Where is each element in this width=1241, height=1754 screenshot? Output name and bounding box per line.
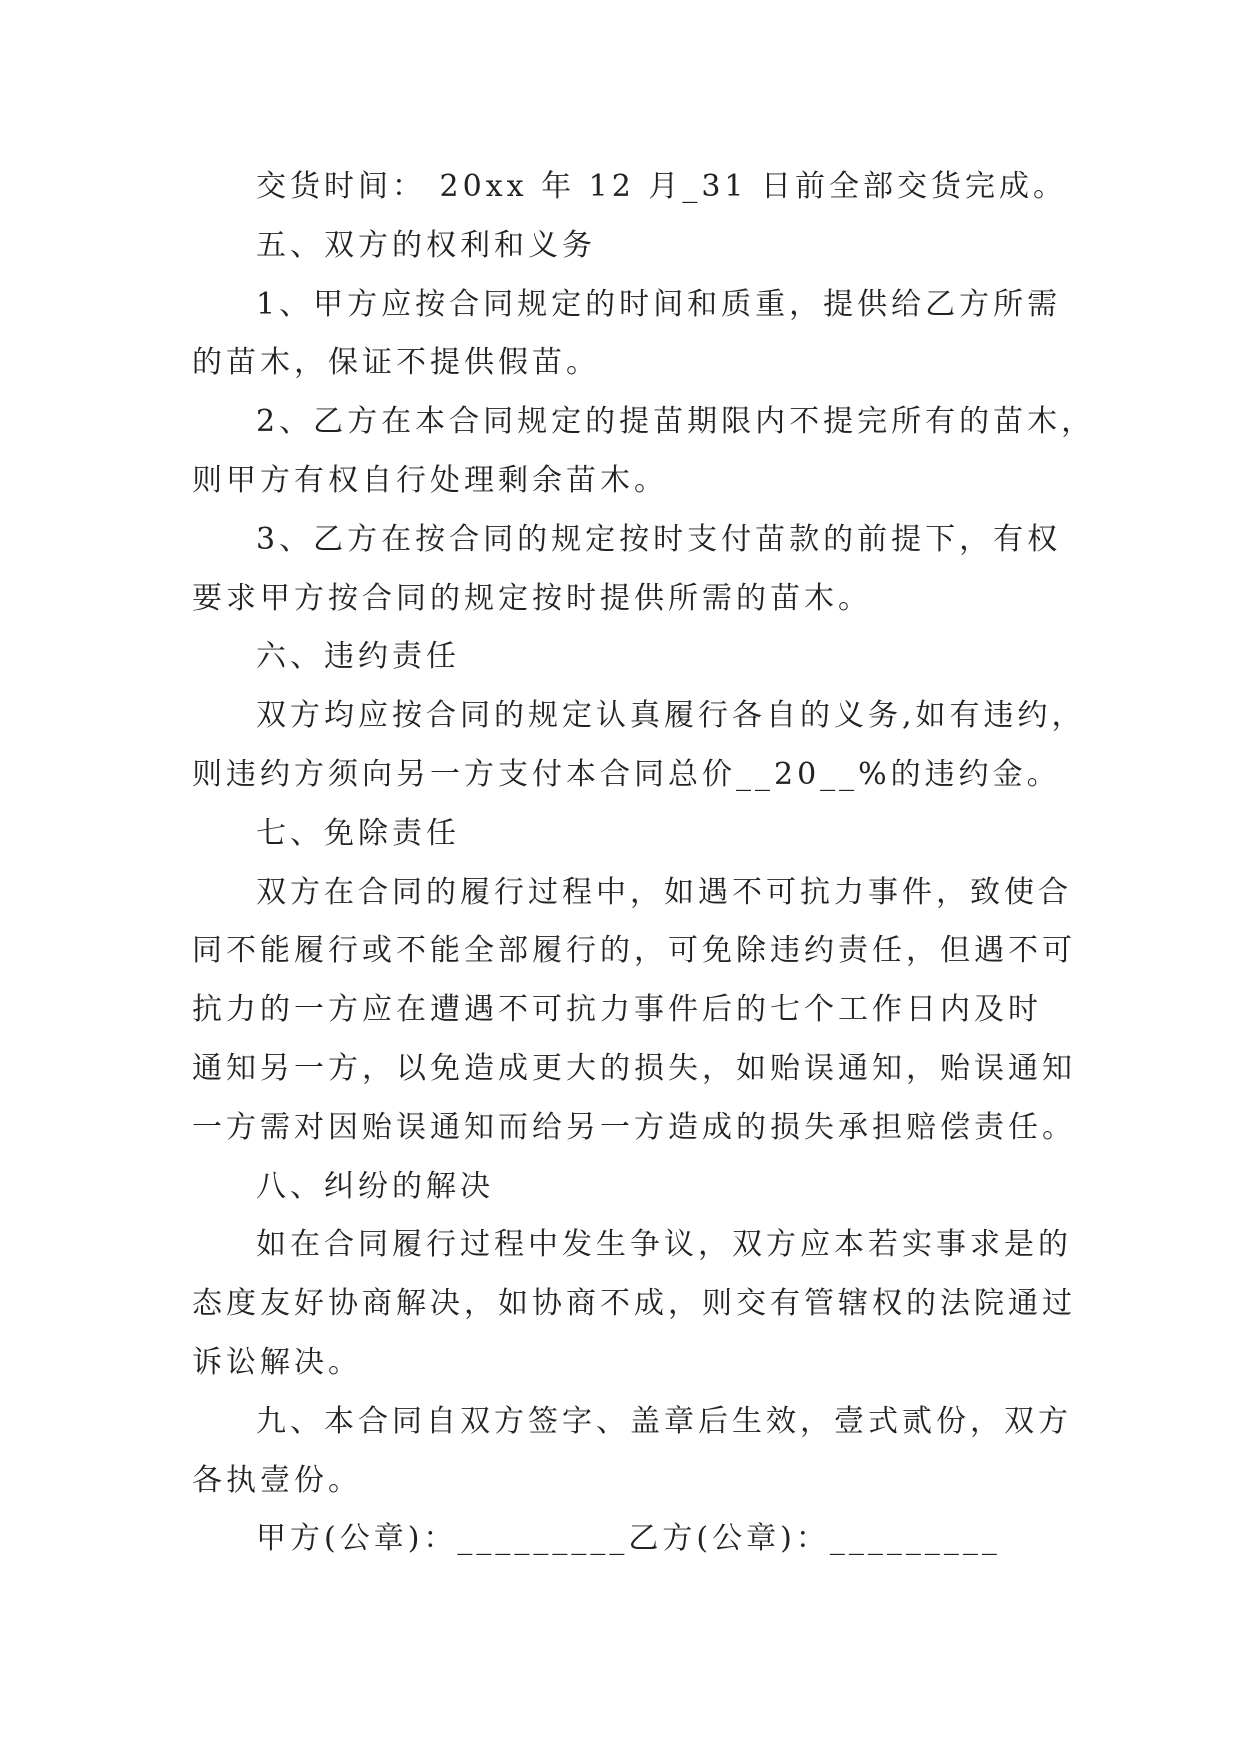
- section-7-line-5: 一方需对因贻误通知而给另一方造成的损失承担赔偿责任。: [192, 1109, 1076, 1145]
- signature-line: 甲方(公章)：_________乙方(公章)：_________: [256, 1521, 1001, 1557]
- section-5-heading: 五、双方的权利和义务: [256, 227, 596, 263]
- contract-body: [192, 158, 1096, 1569]
- clause-5-2-line-1: 2、乙方在本合同规定的提苗期限内不提完所有的苗木，: [256, 404, 1096, 440]
- clause-5-3-line-1: 3、乙方在按合同的规定按时支付苗款的前提下，有权: [256, 521, 1062, 557]
- section-6-line-2: 则违约方须向另一方支付本合同总价__20__%的违约金。: [192, 756, 1061, 792]
- section-9-line-2: 各执壹份。: [192, 1462, 362, 1498]
- section-7-heading: 七、免除责任: [256, 815, 460, 851]
- section-8-heading: 八、纠纷的解决: [256, 1168, 494, 1204]
- section-9-line-1: 九、本合同自双方签字、盖章后生效，壹式贰份，双方: [256, 1403, 1072, 1439]
- delivery-time-line: 交货时间： 20xx 年 12 月_31 日前全部交货完成。: [256, 169, 1068, 204]
- clause-5-1-line-2: 的苗木，保证不提供假苗。: [192, 345, 600, 381]
- section-7-line-1: 双方在合同的履行过程中，如遇不可抗力事件，致使合: [256, 874, 1072, 910]
- section-8-line-2: 态度友好协商解决，如协商不成，则交有管辖权的法院通过: [192, 1286, 1076, 1322]
- section-7-line-2: 同不能履行或不能全部履行的，可免除违约责任，但遇不可: [192, 933, 1076, 969]
- section-8-line-3: 诉讼解决。: [192, 1344, 362, 1380]
- section-7-line-3: 抗力的一方应在遭遇不可抗力事件后的七个工作日内及时: [192, 992, 1042, 1028]
- section-6-line-1: 双方均应按合同的规定认真履行各自的义务,如有违约，: [256, 698, 1086, 734]
- section-8-line-1: 如在合同履行过程中发生争议，双方应本若实事求是的: [256, 1227, 1072, 1263]
- clause-5-3-line-2: 要求甲方按合同的规定按时提供所需的苗木。: [192, 580, 872, 616]
- clause-5-1-line-1: 1、甲方应按合同规定的时间和质重，提供给乙方所需: [256, 286, 1062, 322]
- section-6-heading: 六、违约责任: [256, 639, 460, 675]
- clause-5-2-line-2: 则甲方有权自行处理剩余苗木。: [192, 462, 668, 498]
- section-7-line-4: 通知另一方，以免造成更大的损失，如贻误通知，贻误通知: [192, 1050, 1076, 1086]
